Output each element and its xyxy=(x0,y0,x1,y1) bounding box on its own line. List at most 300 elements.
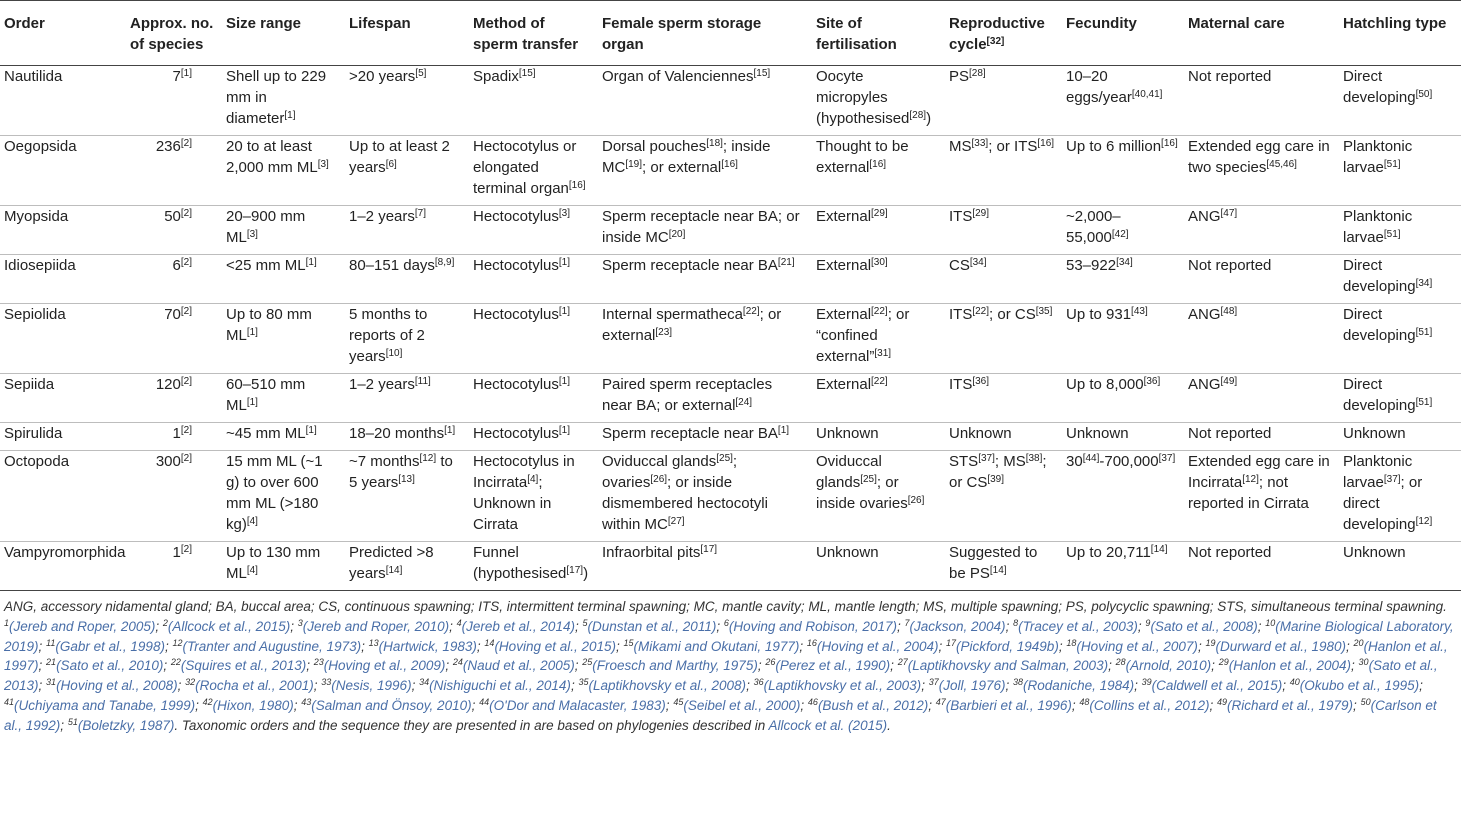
cell-text: ; ovaries xyxy=(602,453,738,491)
table-cell xyxy=(126,542,222,591)
reference-link[interactable]: (Perez et al., 1990) xyxy=(775,658,891,674)
reference-link[interactable]: (Squires et al., 2013) xyxy=(180,658,307,674)
reference-link[interactable]: (Barbieri et al., 1996) xyxy=(945,697,1072,713)
cell-text: Thought to be external xyxy=(816,138,909,176)
reference-item xyxy=(1013,678,1134,693)
cell-text: Hectocotylus or elongated terminal organ xyxy=(473,138,577,197)
cell-text: 300 xyxy=(155,453,181,470)
reference-link[interactable]: (Hoving et al., 2007) xyxy=(1076,638,1198,654)
citation-sup: [40,41] xyxy=(1131,89,1163,100)
reference-number: 19 xyxy=(1205,637,1216,648)
reference-item xyxy=(624,639,800,654)
table-cell xyxy=(345,206,469,255)
reference-link[interactable]: (Hoving et al., 2004) xyxy=(816,638,939,654)
citation-sup: [8,9] xyxy=(434,257,455,268)
table-row xyxy=(0,542,1461,591)
column-header xyxy=(812,1,945,66)
reference-item xyxy=(808,698,928,713)
cell-text: Oegopsida xyxy=(4,138,77,155)
cell-text: Up to at least 2 years xyxy=(349,138,450,176)
cell-text: Unknown xyxy=(1343,544,1406,561)
citation-sup: [25] xyxy=(716,453,733,464)
cell-text: Extended egg care in two species xyxy=(1188,138,1330,176)
table-cell xyxy=(1062,304,1184,374)
reference-link[interactable]: (Jereb and Roper, 2010) xyxy=(302,618,450,634)
citation-sup: [51] xyxy=(1415,397,1433,408)
reference-link[interactable]: (Hanlon et al., 2004) xyxy=(1228,658,1352,674)
reference-number: 1 xyxy=(4,617,10,628)
cell-text: Not reported xyxy=(1188,544,1272,561)
table-cell xyxy=(945,304,1062,374)
citation-sup: [34] xyxy=(1415,278,1433,289)
cell-text: Not reported xyxy=(1188,68,1272,85)
cell-text: Myopsida xyxy=(4,208,69,225)
table-cell xyxy=(812,423,945,451)
citation-sup: [1] xyxy=(180,68,192,79)
reference-item xyxy=(484,639,616,654)
cell-text: Sepiida xyxy=(4,376,55,393)
table-cell xyxy=(222,542,345,591)
reference-link[interactable]: (Froesch and Marthy, 1975) xyxy=(592,658,758,674)
reference-link[interactable]: (Gabr et al., 1998) xyxy=(55,638,165,654)
table-row xyxy=(0,206,1461,255)
cell-text: ; or CS xyxy=(989,306,1036,323)
reference-link[interactable]: (Laptikhovsky and Salman, 2003) xyxy=(907,658,1109,674)
table-cell xyxy=(345,423,469,451)
table-cell xyxy=(126,136,222,206)
cell-text: 1–2 years xyxy=(349,208,415,225)
cell-text: Hectocotylus xyxy=(473,425,559,442)
reference-link[interactable]: (Arnold, 2010) xyxy=(1125,658,1212,674)
table-cell xyxy=(345,542,469,591)
citation-sup: [24] xyxy=(735,397,753,408)
citation-sup: [30] xyxy=(871,257,888,268)
reference-link[interactable]: (Hoving et al., 2009) xyxy=(323,658,446,674)
table-cell xyxy=(126,206,222,255)
citation-sup: [42] xyxy=(1111,229,1129,240)
table-cell xyxy=(1062,423,1184,451)
cell-text: Predicted >8 years xyxy=(349,544,434,582)
cell-text: Funnel (hypothesised xyxy=(473,544,567,582)
citation-sup: [39] xyxy=(987,474,1005,485)
order-cell xyxy=(0,374,126,423)
cell-text: Planktonic larvae xyxy=(1343,138,1413,176)
reference-link[interactable]: (Hanlon et al., 1997) xyxy=(4,638,1448,674)
reference-item xyxy=(1116,658,1212,673)
citation-sup: [11] xyxy=(414,376,431,387)
table-cell xyxy=(345,255,469,304)
table-cell xyxy=(945,451,1062,542)
reference-item xyxy=(936,698,1072,713)
reference-number: 34 xyxy=(419,677,430,688)
citation-sup: [51] xyxy=(1383,159,1401,170)
reference-item xyxy=(453,658,575,673)
reference-number: 39 xyxy=(1141,677,1152,688)
closing-reference-link[interactable]: Allcock et al. (2015) xyxy=(768,717,888,733)
citation-sup: [17] xyxy=(566,565,584,576)
citation-sup: [20] xyxy=(668,229,686,240)
reference-link[interactable]: (Laptikhovsky et al., 2008) xyxy=(588,678,747,694)
citation-sup: [28] xyxy=(969,68,986,79)
reference-item xyxy=(321,678,411,693)
reference-item xyxy=(298,619,449,634)
cell-text: Up to 80 mm ML xyxy=(226,306,312,344)
table-row xyxy=(0,423,1461,451)
cell-text: 70 xyxy=(164,306,181,323)
reference-number: 16 xyxy=(806,637,817,648)
cell-text: 30 xyxy=(1066,453,1083,470)
table-cell xyxy=(1339,304,1461,374)
citation-sup: [5] xyxy=(415,68,427,79)
citation-sup: [34] xyxy=(969,257,987,268)
table-cell xyxy=(469,66,598,136)
table-cell xyxy=(945,374,1062,423)
table-cell xyxy=(812,255,945,304)
cell-text: Up to 8,000 xyxy=(1066,376,1144,393)
column-header-label: Hatchling type xyxy=(1343,15,1447,32)
reference-number: 21 xyxy=(46,657,57,668)
table-cell xyxy=(1339,423,1461,451)
cell-text: Up to 6 million xyxy=(1066,138,1162,155)
reference-link[interactable]: (Durward et al., 1980) xyxy=(1215,638,1347,654)
cell-text: ; Unknown in Cirrata xyxy=(473,474,552,533)
reference-number: 14 xyxy=(484,637,495,648)
table-cell xyxy=(1184,374,1339,423)
order-cell xyxy=(0,66,126,136)
reference-link[interactable]: (Salman and Önsoy, 2010) xyxy=(311,697,472,713)
citation-sup: [1] xyxy=(777,425,790,436)
reference-link[interactable]: (Hixon, 1980) xyxy=(212,697,294,713)
cell-text: ; or direct developing xyxy=(1343,474,1423,533)
citation-sup: [15] xyxy=(518,68,536,79)
cell-text: Dorsal pouches xyxy=(602,138,707,155)
citation-sup: [28] xyxy=(909,110,927,121)
reference-item xyxy=(419,678,571,693)
closing-text: Taxonomic orders and the sequence they are presented in are based on phylogenies described in xyxy=(181,717,766,733)
reference-number: 26 xyxy=(765,657,776,668)
citation-sup: [1] xyxy=(444,425,456,436)
reference-link[interactable]: (Hoving and Robison, 2017) xyxy=(728,618,897,634)
table-row xyxy=(0,304,1461,374)
reference-number: 5 xyxy=(582,617,588,628)
citation-sup: [2] xyxy=(180,306,192,317)
table-cell xyxy=(126,423,222,451)
cell-text: Direct developing xyxy=(1343,376,1416,414)
cell-text: 1–2 years xyxy=(349,376,415,393)
cell-text: Planktonic larvae xyxy=(1343,453,1413,491)
reference-link[interactable]: (Nishiguchi et al., 2014) xyxy=(429,678,571,694)
citation-sup: [26] xyxy=(907,495,925,506)
cell-text: 20–900 mm ML xyxy=(226,208,306,246)
table-footnote: ANG, accessory nidamental gland; BA, buccal area; CS, continuous spawning; ITS, intermittent terminal spawning; MC, mantle cavity; ML, mantle length; MS, multiple spawning; PS, polycyclic spawning; STS, simultaneous terminal spawning. $^1$(Jereb and Roper, 2005); $^2$(Allcock et al., 2015); $^3$(Jereb and Roper, 2010); $^4$(Jereb et al., 2014); $^5$(Dunstan et al., 2011); $^6$(Hoving and Robison, 2017); $^7$(Jackson, 2004); $^8$(Tracey et al., 2003); $^9$(Sato et al., 2008); $^{10}$(Marine Biological Laboratory, 2019); $^{11}$(Gabr et al., 1998); $^{12}$(Tranter and Augustine, 1973); $^{13}$(Hartwick, 1983); $^{14}$(Hoving et al., 2015); $^{15}$(Mikami and Okutani, 1977); $^{16}$(Hoving et al., 2004); $^{17}$(Pickford, 1949b); $^{18}$(Hoving et al., 2007); $^{19}$(Durward et al., 1980); $^{20}$(Hanlon et al., 1997); $^{21}$(Sato et al., 2010); $^{22}$(Squires et al., 2013); $^{23}$(Hoving et al., 2009); $^{24}$(Naud et al., 2005); $^{25}$(Froesch and Marthy, 1975); $^{26}$(Perez et al., 1990); $^{27}$(Laptikhovsky and Salman, 2003); $^{28}$(Arnold, 2010); $^{29}$(Hanlon et al., 2004); $^{30}$(Sato et al., 2013); $^{31}$(Hoving et al., 2008); $^{32}$(Rocha et al., 2001); $^{33}$(Nesis, 1996); $^{34}$(Nishiguchi et al., 2014); $^{35}$(Laptikhovsky et al., 2008); $^{36}$(Laptikhovsky et al., 2003); $^{37}$(Joll, 1976); $^{38}$(Rodaniche, 1984); $^{39}$(Caldwell et al., 2015); $^{40}$(Okubo et al., 1995); $^{41}$(Uchiyama and Tanabe, 1999); $^{42}$(Hixon, 1980); $^{43}$(Salman and Önsoy, 2010); $^{44}$(O'Dor and Malacaster, 1983); $^{45}$(Seibel et al., 2000); $^{46}$(Bush et al., 2012); $^{47}$(Barbieri et al., 1996); $^{48}$(Collins et al., 2012); $^{49}$(Richard et al., 1979); $^{50}$(Carlson et al., 1992); $^{51}$(Boletzky, 1987). Taxonomic orders and the sequence they are presented in are based on phylogenies described in Allcock et al. (2015). xyxy=(4,599,1454,733)
reference-number: 15 xyxy=(623,637,634,648)
table-cell xyxy=(126,66,222,136)
reference-number: 35 xyxy=(578,677,589,688)
table-cell xyxy=(1184,451,1339,542)
reference-link[interactable]: (Jereb et al., 2014) xyxy=(461,618,575,634)
table-cell xyxy=(126,255,222,304)
citation-sup: [36] xyxy=(972,376,990,387)
table-cell xyxy=(598,374,812,423)
reference-item xyxy=(185,678,314,693)
table-cell xyxy=(345,451,469,542)
cell-text: 53–922 xyxy=(1066,257,1117,274)
cell-text: MS xyxy=(949,138,972,155)
reference-link[interactable]: (Jackson, 2004) xyxy=(909,618,1006,634)
column-header xyxy=(1184,1,1339,66)
reference-link[interactable]: (Hartwick, 1983) xyxy=(378,638,477,654)
table-header-row xyxy=(0,1,1461,66)
reference-item xyxy=(807,639,939,654)
table-cell xyxy=(1062,255,1184,304)
cell-text: >20 years xyxy=(349,68,416,85)
cell-text: ; inside MC xyxy=(602,138,771,176)
reference-link[interactable]: (Marine Biological Laboratory, 2019) xyxy=(4,618,1454,654)
table-cell xyxy=(1184,136,1339,206)
citation-sup: [4] xyxy=(246,565,258,576)
cell-text: ITS xyxy=(949,208,973,225)
cell-text: PS xyxy=(949,68,970,85)
reference-link[interactable]: (Dunstan et al., 2011) xyxy=(587,618,717,634)
reference-link[interactable]: (Rodaniche, 1984) xyxy=(1023,678,1135,694)
table-cell xyxy=(126,304,222,374)
citation-sup: [2] xyxy=(180,376,192,387)
reference-item xyxy=(904,619,1005,634)
citation-sup: [26] xyxy=(650,474,668,485)
column-header-label: Female sperm storage organ xyxy=(602,15,762,53)
citation-sup: [31] xyxy=(874,348,892,359)
citation-sup: [1] xyxy=(558,306,570,317)
reference-link[interactable]: (Rocha et al., 2001) xyxy=(195,678,314,694)
reference-item xyxy=(301,698,471,713)
column-header-label: Reproductive cycle xyxy=(949,15,1045,53)
column-header xyxy=(222,1,345,66)
reference-link[interactable]: (Sato et al., 2010) xyxy=(56,658,164,674)
reference-link[interactable]: (Seibel et al., 2000) xyxy=(683,697,801,713)
citation-sup: [50] xyxy=(1415,89,1433,100)
table-cell xyxy=(126,451,222,542)
table-cell xyxy=(598,423,812,451)
reference-link[interactable]: (Laptikhovsky et al., 2003) xyxy=(763,678,922,694)
reference-link[interactable]: (Caldwell et al., 2015) xyxy=(1151,678,1283,694)
cell-text: Infraorbital pits xyxy=(602,544,701,561)
citation-sup: [15] xyxy=(753,68,771,79)
reference-link[interactable]: (Tracey et al., 2003) xyxy=(1018,618,1138,634)
reference-number: 27 xyxy=(897,657,908,668)
order-cell xyxy=(0,255,126,304)
reference-link[interactable]: (Sato et al., 2013) xyxy=(4,658,1438,694)
reference-link[interactable]: (Collins et al., 2012) xyxy=(1089,697,1210,713)
citation-sup: [1] xyxy=(305,425,317,436)
citation-sup: [38] xyxy=(1025,453,1043,464)
cell-text: CS xyxy=(949,257,970,274)
reference-number: 17 xyxy=(946,637,957,648)
cell-text: Hectocotylus xyxy=(473,306,559,323)
reference-number: 44 xyxy=(479,696,490,707)
reference-item xyxy=(457,619,575,634)
citation-sup: [12] xyxy=(419,453,437,464)
cell-text: External xyxy=(816,306,872,323)
column-header-label: Lifespan xyxy=(349,15,411,32)
reference-link[interactable]: (Pickford, 1949b) xyxy=(956,638,1059,654)
reference-item xyxy=(1079,698,1209,713)
table-cell xyxy=(812,304,945,374)
cell-text: ~7 months xyxy=(349,453,420,470)
cell-text: 18–20 months xyxy=(349,425,445,442)
table-cell xyxy=(812,374,945,423)
table-cell xyxy=(945,542,1062,591)
reference-item xyxy=(1217,698,1353,713)
citation-sup: [49] xyxy=(1220,376,1238,387)
cell-text: Not reported xyxy=(1188,257,1272,274)
citation-sup: [32] xyxy=(986,36,1005,47)
citation-sup: [2] xyxy=(180,425,192,436)
reference-link[interactable]: (Joll, 1976) xyxy=(938,678,1006,694)
table-cell xyxy=(469,136,598,206)
reference-link[interactable]: (Boletzky, 1987) xyxy=(77,717,175,733)
citation-sup: [33] xyxy=(971,138,989,149)
citation-sup: [16] xyxy=(1037,138,1055,149)
cell-text: 10–20 eggs/year xyxy=(1066,68,1132,106)
citation-sup: [29] xyxy=(871,208,888,219)
reference-number: 24 xyxy=(452,657,463,668)
table-row xyxy=(0,255,1461,304)
table-cell xyxy=(812,542,945,591)
reference-link[interactable]: (Jereb and Roper, 2005) xyxy=(9,618,156,634)
reference-item xyxy=(68,718,175,733)
reference-number: 28 xyxy=(1115,657,1126,668)
table-cell xyxy=(812,206,945,255)
order-cell xyxy=(0,423,126,451)
table-cell xyxy=(469,304,598,374)
cell-text: Spadix xyxy=(473,68,519,85)
cell-text: 15 mm ML (~1 g) to over 600 mm ML (>180 kg) xyxy=(226,453,323,533)
reference-number: 50 xyxy=(1360,696,1371,707)
column-header xyxy=(1062,1,1184,66)
reference-number: 41 xyxy=(4,696,15,707)
column-header-label: Order xyxy=(4,15,45,32)
table-cell xyxy=(1184,255,1339,304)
table-cell xyxy=(469,451,598,542)
reference-link[interactable]: (Allcock et al., 2015) xyxy=(167,618,291,634)
reference-item xyxy=(314,658,446,673)
citation-sup: [13] xyxy=(398,474,415,485)
citation-sup: [51] xyxy=(1415,327,1433,338)
reference-link[interactable]: (Mikami and Okutani, 1977) xyxy=(633,638,800,654)
table-cell xyxy=(1062,136,1184,206)
citation-sup: [37] xyxy=(978,453,995,464)
citation-sup: [47] xyxy=(1220,208,1238,219)
cell-text: Oviduccal glands xyxy=(816,453,882,491)
citation-sup: [19] xyxy=(625,159,643,170)
reference-item xyxy=(1290,678,1419,693)
cell-text: Up to 931 xyxy=(1066,306,1132,323)
reference-link[interactable]: (Sato et al., 2008) xyxy=(1150,618,1258,634)
cell-text: ; not reported in Cirrata xyxy=(1188,474,1309,512)
cell-text: ; or “confined external” xyxy=(816,306,910,365)
citation-sup: [3] xyxy=(317,159,329,170)
cell-text: ~45 mm ML xyxy=(226,425,306,442)
column-header-label: Maternal care xyxy=(1188,15,1285,32)
reference-link[interactable]: (Uchiyama and Tanabe, 1999) xyxy=(14,697,196,713)
cell-text: 120 xyxy=(155,376,181,393)
table-cell xyxy=(1184,423,1339,451)
citation-sup: [16] xyxy=(869,159,887,170)
cell-text: ANG xyxy=(1188,306,1221,323)
table-cell xyxy=(1339,255,1461,304)
cell-text: 60–510 mm ML xyxy=(226,376,306,414)
citation-sup: [22] xyxy=(871,306,888,317)
reference-link[interactable]: (Carlson et al., 1992) xyxy=(4,697,1437,733)
citation-sup: [4] xyxy=(246,516,258,527)
reference-item xyxy=(4,698,195,713)
cell-text: Spirulida xyxy=(4,425,63,442)
citation-sup: [37] xyxy=(1383,474,1401,485)
reference-number: 33 xyxy=(321,677,332,688)
table-cell xyxy=(345,304,469,374)
cell-text: Sperm receptacle near BA xyxy=(602,257,778,274)
reference-number: 12 xyxy=(172,637,183,648)
reference-number: 46 xyxy=(807,696,818,707)
table-cell xyxy=(812,136,945,206)
reference-item xyxy=(46,678,178,693)
table-cell xyxy=(1062,374,1184,423)
reference-link[interactable]: (Hoving et al., 2008) xyxy=(56,678,178,694)
reference-link[interactable]: (Naud et al., 2005) xyxy=(462,658,575,674)
table-cell xyxy=(345,136,469,206)
table-cell xyxy=(598,206,812,255)
table-cell xyxy=(945,255,1062,304)
cell-text: External xyxy=(816,208,872,225)
table-cell xyxy=(469,206,598,255)
citation-sup: [2] xyxy=(180,453,192,464)
cell-text: Idiosepiida xyxy=(4,257,76,274)
table-cell xyxy=(812,451,945,542)
citation-sup: [51] xyxy=(1383,229,1401,240)
table-row xyxy=(0,66,1461,136)
column-header-label: Method of sperm transfer xyxy=(473,15,579,53)
table-cell xyxy=(222,304,345,374)
reference-item xyxy=(171,658,306,673)
citation-sup: [22] xyxy=(972,306,990,317)
cell-text: 5 months to reports of 2 years xyxy=(349,306,428,365)
cell-text: Up to 130 mm ML xyxy=(226,544,321,582)
reference-link[interactable]: (Richard et al., 1979) xyxy=(1226,697,1354,713)
reference-number: 30 xyxy=(1358,657,1369,668)
reference-link[interactable]: (Hoving et al., 2015) xyxy=(494,638,617,654)
cell-text: Sperm receptacle near BA xyxy=(602,425,778,442)
table-cell xyxy=(1339,374,1461,423)
reference-link[interactable]: (Okubo et al., 1995) xyxy=(1299,678,1420,694)
cell-text: Sepiolida xyxy=(4,306,66,323)
reference-link[interactable]: (Bush et al., 2012) xyxy=(817,697,929,713)
reference-number: 2 xyxy=(162,617,168,628)
reference-item xyxy=(765,658,890,673)
column-header xyxy=(598,1,812,66)
reference-link[interactable]: (Nesis, 1996) xyxy=(331,678,412,694)
citation-sup: [2] xyxy=(180,208,192,219)
reference-link[interactable]: (Tranter and Augustine, 1973) xyxy=(182,638,362,654)
reference-number: 43 xyxy=(301,696,312,707)
table-row xyxy=(0,374,1461,423)
cell-text: ITS xyxy=(949,376,973,393)
table-body xyxy=(0,66,1461,591)
column-header-label: Approx. no. of species xyxy=(130,15,214,53)
cell-text: ANG xyxy=(1188,376,1221,393)
reference-item xyxy=(946,639,1059,654)
reference-link[interactable]: (O'Dor and Malacaster, 1983) xyxy=(489,697,666,713)
table-cell xyxy=(1184,542,1339,591)
